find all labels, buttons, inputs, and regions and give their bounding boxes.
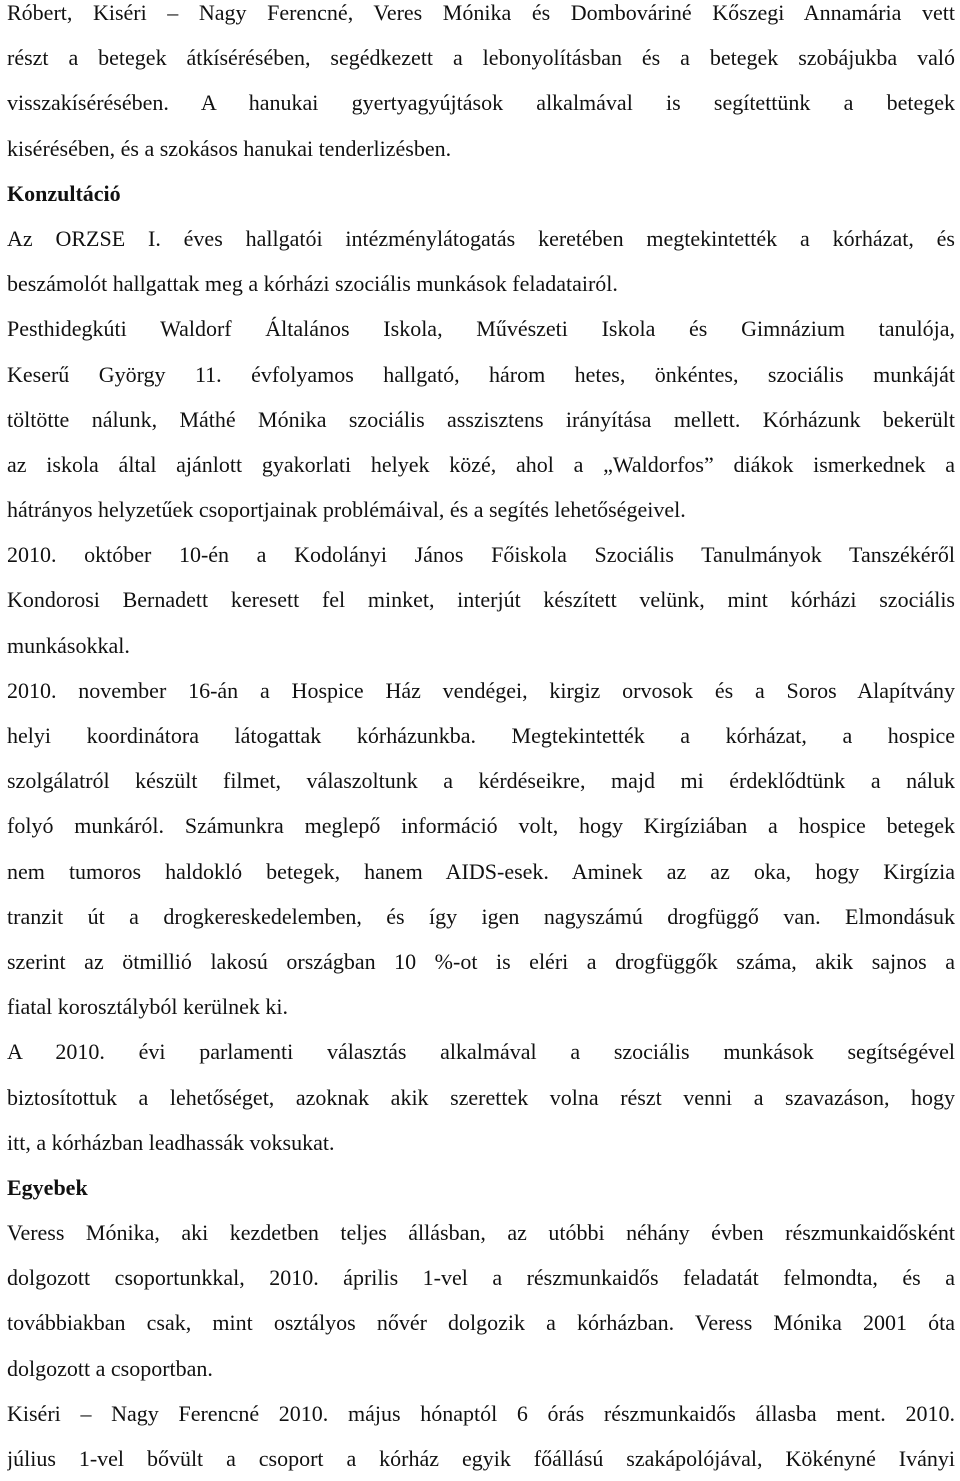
text-line: szerint az ötmillió lakosú országban 10 %-ot is eléri a drogfüggők száma, akik sajnos a — [7, 948, 955, 974]
text-line: 2010. november 16-án a Hospice Ház vendégei, kirgiz orvosok és a Soros Alapítvány — [7, 677, 955, 703]
text-line: tranzit út a drogkereskedelemben, és így igen nagyszámú drogfüggő van. Elmondásuk — [7, 903, 955, 929]
text-line: továbbiakban csak, mint osztályos nővér dolgozik a kórházban. Veress Mónika 2001 óta — [7, 1310, 955, 1336]
text-line: Az ORZSE I. éves hallgatói intézménylátogatás keretében megtekintették a kórházat, és — [7, 225, 955, 251]
text-line: Kondorosi Bernadett keresett fel minket, interjút készített velünk, mint kórházi szociális — [7, 587, 955, 613]
text-line: július 1-vel bővült a csoport a kórház egyik főállású szakápolójával, Kökényné Iványi — [7, 1446, 955, 1471]
text-line: itt, a kórházban leadhassák voksukat. — [7, 1129, 335, 1155]
text-line: 2010. október 10-én a Kodolányi János Főiskola Szociális Tanulmányok Tanszékéről — [7, 542, 955, 568]
text-line: folyó munkáról. Számunkra meglepő információ volt, hogy Kirgíziában a hospice betegek — [7, 813, 955, 839]
text-line: nem tumoros haldokló betegek, hanem AIDS-esek. Aminek az az oka, hogy Kirgízia — [7, 858, 955, 884]
text-line: részt a betegek átkísérésében, segédkezett a lebonyolításban és a betegek szobájukba való — [7, 45, 955, 71]
text-line: szolgálatról készült filmet, válaszoltunk a kérdéseikre, majd mi érdeklődtünk a náluk — [7, 768, 955, 794]
text-line: munkásokkal. — [7, 632, 130, 658]
text-line: dolgozott a csoportban. — [7, 1355, 213, 1381]
text-line: biztosítottuk a lehetőséget, azoknak akik szerettek volna részt venni a szavazáson, hogy — [7, 1084, 955, 1110]
text-line: az iskola által ajánlott gyakorlati helyek közé, ahol a „Waldorfos” diákok ismerkednek a — [7, 451, 955, 477]
text-line: hátrányos helyzetűek csoportjainak problémáival, és a segítés lehetőségeivel. — [7, 497, 686, 523]
text-line: Veress Mónika, aki kezdetben teljes állásban, az utóbbi néhány évben részmunkaidősként — [7, 1220, 955, 1246]
text-line: dolgozott csoportunkkal, 2010. április 1-vel a részmunkaidős feladatát felmondta, és a — [7, 1265, 955, 1291]
section-heading: Konzultáció — [7, 180, 121, 206]
text-line: fiatal korosztályból kerülnek ki. — [7, 994, 289, 1020]
document-page — [7, 0, 955, 1481]
text-line: beszámolót hallgattak meg a kórházi szociális munkások feladatairól. — [7, 271, 618, 297]
text-line: helyi koordinátora látogattak kórházunkba. Megtekintették a kórházat, a hospice — [7, 723, 955, 748]
text-line: Kiséri – Nagy Ferencné 2010. május hónaptól 6 órás részmunkaidős állasba ment. 2010. — [7, 1400, 955, 1426]
text-line: Róbert, Kiséri – Nagy Ferencné, Veres Mónika és Dombováriné Kőszegi Annamária vett — [7, 0, 955, 25]
text-line: töltötte nálunk, Máthé Mónika szociális asszisztens irányítása mellett. Kórházunk bekerült — [7, 406, 955, 432]
text-line: kisérésében, és a szokásos hanukai tenderlizésben. — [7, 135, 452, 161]
text-line: Pesthidegkúti Waldorf Általános Iskola, Művészeti Iskola és Gimnázium tanulója, — [7, 316, 955, 342]
text-line: visszakísérésében. A hanukai gyertyagyújtások alkalmával is segítettünk a betegek — [7, 90, 955, 116]
text-line: Keserű György 11. évfolyamos hallgató, három hetes, önkéntes, szociális munkáját — [7, 361, 955, 387]
text-line: A 2010. évi parlamenti választás alkalmával a szociális munkások segítségével — [7, 1039, 955, 1065]
section-heading: Egyebek — [7, 1174, 88, 1200]
